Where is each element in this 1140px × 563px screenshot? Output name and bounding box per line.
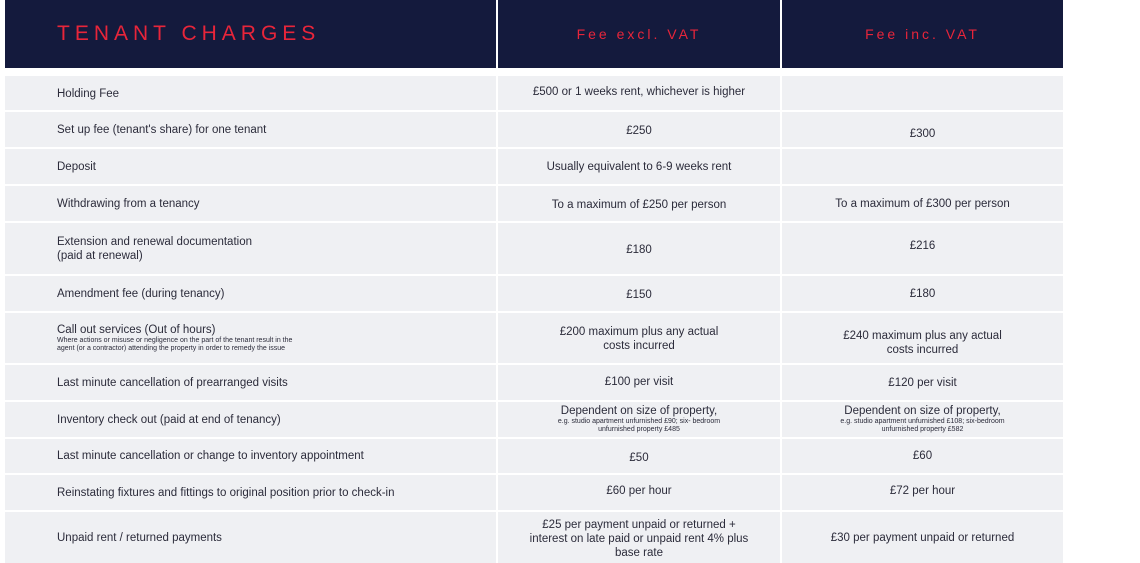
row-label: Call out services (Out of hours) (57, 324, 216, 336)
column-header-excl-vat: Fee excl. VAT (576, 26, 702, 42)
fee-excl-cell (498, 313, 780, 363)
fee-excl-value: £200 maximum plus any actual (559, 326, 719, 338)
header-title-cell (5, 0, 496, 68)
row-note: agent (or a contractor) attending the property in order to remedy the issue (57, 345, 286, 352)
table-row (5, 512, 1063, 563)
fee-inc-cell (782, 112, 1063, 147)
table-row (5, 76, 1063, 110)
fee-inc-cell (782, 402, 1063, 437)
fee-inc-value: £72 per hour (889, 485, 956, 497)
row-label-cell (5, 149, 496, 184)
row-label: Set up fee (tenant's share) for one tenant (57, 123, 267, 136)
row-label-cell (5, 439, 496, 473)
fee-excl-note: unfurnished property £485 (598, 426, 680, 433)
fee-inc-note: e.g. studio apartment unfurnished £108; six-bedroom (840, 418, 1005, 425)
fee-excl-cell (498, 76, 780, 110)
row-label-cell (5, 402, 496, 437)
row-label: Reinstating fixtures and fittings to original position prior to check-in (57, 486, 395, 499)
fee-excl-value: £60 per hour (606, 485, 672, 497)
fee-excl-cell (498, 223, 780, 274)
table-row (5, 402, 1063, 437)
row-label-cell (5, 223, 496, 274)
row-label-cell (5, 475, 496, 510)
fee-excl-value: £180 (626, 244, 652, 256)
fee-inc-value: £300 (909, 128, 936, 140)
fee-excl-value: To a maximum of £250 per person (551, 199, 727, 211)
fee-excl-cell (498, 186, 780, 221)
table-row (5, 475, 1063, 510)
fee-excl-cell (498, 402, 780, 437)
fee-inc-cell (782, 276, 1063, 311)
fee-excl-note: e.g. studio apartment unfurnished £90; six- bedroom (557, 418, 721, 425)
table-row (5, 365, 1063, 400)
row-note: Where actions or misuse or negligence on the part of the tenant result in the (57, 337, 293, 344)
fee-inc-value: £216 (909, 240, 936, 252)
fee-excl-value: £250 (626, 125, 652, 137)
row-label: Deposit (57, 160, 96, 173)
fee-excl-value: costs incurred (603, 340, 675, 352)
fee-inc-cell (782, 149, 1063, 184)
table-row (5, 223, 1063, 274)
fee-excl-cell (498, 365, 780, 400)
fee-inc-value: £120 per visit (888, 377, 957, 389)
row-label: Last minute cancellation of prearranged visits (57, 376, 288, 389)
fee-inc-cell (782, 223, 1063, 274)
fee-excl-value: £50 (629, 452, 649, 464)
table-header (5, 0, 1063, 68)
fee-inc-value: Dependent on size of property, (844, 405, 1001, 417)
table-row (5, 149, 1063, 184)
row-label-cell (5, 512, 496, 563)
row-label-cell (5, 313, 496, 363)
row-label: Extension and renewal documentation (57, 235, 252, 248)
row-label: Withdrawing from a tenancy (57, 197, 200, 210)
fee-excl-cell (498, 439, 780, 473)
fee-excl-cell (498, 512, 780, 563)
fee-excl-value: interest on late paid or unpaid rent 4% plus (529, 533, 749, 545)
fee-excl-cell (498, 112, 780, 147)
fee-excl-value: Usually equivalent to 6-9 weeks rent (546, 161, 732, 173)
row-label-cell (5, 112, 496, 147)
row-label-cell (5, 276, 496, 311)
fee-inc-cell (782, 76, 1063, 110)
header-fee-excl-vat (498, 0, 780, 68)
fee-inc-cell (782, 475, 1063, 510)
table-row (5, 439, 1063, 473)
fee-excl-value: £500 or 1 weeks rent, whichever is higher (532, 86, 746, 98)
fee-excl-value: base rate (615, 547, 663, 559)
table-row (5, 112, 1063, 147)
row-label-cell (5, 186, 496, 221)
column-header-inc-vat: Fee inc. VAT (865, 26, 980, 42)
table-row (5, 313, 1063, 363)
fee-inc-cell (782, 439, 1063, 473)
row-label: Amendment fee (during tenancy) (57, 287, 225, 300)
table-row (5, 276, 1063, 311)
fee-inc-value: costs incurred (886, 344, 959, 356)
fee-inc-cell (782, 313, 1063, 363)
fee-excl-cell (498, 475, 780, 510)
fee-inc-value: £60 (912, 450, 933, 462)
fee-excl-value: £25 per payment unpaid or returned + (542, 519, 736, 531)
fee-inc-cell (782, 512, 1063, 563)
row-label-cell (5, 365, 496, 400)
row-label-subtext: (paid at renewal) (57, 249, 143, 262)
fee-excl-value: £100 per visit (604, 376, 674, 388)
row-label: Unpaid rent / returned payments (57, 531, 222, 544)
fee-inc-value: £240 maximum plus any actual (843, 330, 1002, 342)
fee-inc-note: unfurnished property £582 (881, 426, 964, 433)
fee-excl-value: Dependent on size of property, (560, 405, 718, 417)
row-label-cell (5, 76, 496, 110)
fee-inc-cell (782, 365, 1063, 400)
fee-excl-cell (498, 149, 780, 184)
row-label: Inventory check out (paid at end of tenancy) (57, 413, 281, 426)
fee-inc-cell (782, 186, 1063, 221)
fee-inc-value: £180 (909, 288, 936, 300)
row-label: Holding Fee (57, 88, 120, 100)
fee-inc-value: £30 per payment unpaid or returned (830, 532, 1015, 544)
fee-excl-cell (498, 276, 780, 311)
page-title: TENANT CHARGES (57, 22, 321, 45)
fee-inc-value: To a maximum of £300 per person (835, 198, 1010, 210)
row-label: Last minute cancellation or change to inventory appointment (57, 450, 364, 462)
header-fee-inc-vat (782, 0, 1063, 68)
fee-excl-value: £150 (626, 289, 652, 301)
table-row (5, 186, 1063, 221)
